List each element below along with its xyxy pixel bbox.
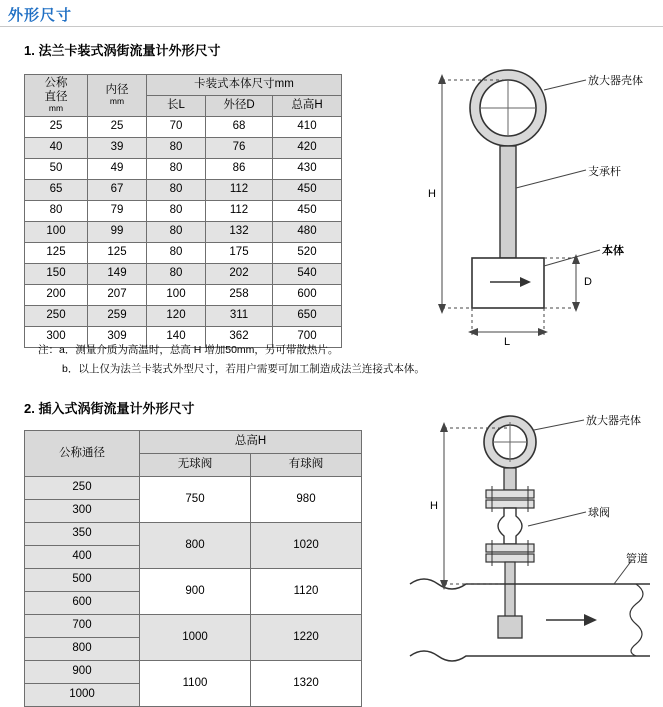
cell-nominal-diameter: 25 — [25, 117, 88, 138]
title-divider — [0, 26, 663, 27]
header-total-height-h: 总高H — [273, 96, 342, 117]
table-row — [25, 222, 342, 243]
cell-length: 80 — [147, 138, 206, 159]
cell-nominal-bore: 1000 — [25, 684, 140, 707]
cell-length: 80 — [147, 264, 206, 285]
label-ball-valve: 球阀 — [588, 507, 610, 519]
insertion-meter-diagram — [400, 408, 663, 678]
cell-inner-diameter: 67 — [88, 180, 147, 201]
cell-outer-diameter: 112 — [206, 180, 273, 201]
table-row — [25, 306, 342, 327]
cell-length: 70 — [147, 117, 206, 138]
insertion-dimensions-table — [24, 430, 362, 707]
cell-outer-diameter: 362 — [206, 327, 273, 348]
cell-nominal-bore: 700 — [25, 615, 140, 638]
header-total-height-group: 总高H — [140, 431, 362, 454]
cell-nominal-bore: 350 — [25, 523, 140, 546]
cell-outer-diameter: 258 — [206, 285, 273, 306]
cell-length: 80 — [147, 159, 206, 180]
cell-total-height: 480 — [273, 222, 342, 243]
cell-total-height: 450 — [273, 180, 342, 201]
cell-height-no-valve: 1100 — [140, 661, 251, 707]
section-1-number: 1. — [24, 43, 35, 58]
table-row — [25, 201, 342, 222]
page-title: 外形尺寸 — [8, 7, 73, 24]
section-2-title: 插入式涡街流量计外形尺寸 — [38, 401, 195, 416]
cell-nominal-bore: 800 — [25, 638, 140, 661]
table-row — [25, 569, 362, 592]
cell-nominal-diameter: 150 — [25, 264, 88, 285]
cell-outer-diameter: 76 — [206, 138, 273, 159]
cell-outer-diameter: 202 — [206, 264, 273, 285]
label-dim-h: H — [428, 188, 436, 200]
header-nominal-bore: 公称通径 — [25, 431, 140, 477]
cell-inner-diameter: 49 — [88, 159, 147, 180]
header-outer-diameter-d: 外径D — [206, 96, 273, 117]
table-header-row — [25, 431, 362, 454]
cell-height-with-valve: 980 — [251, 477, 362, 523]
label-dim-l: L — [504, 336, 511, 348]
cell-inner-diameter: 99 — [88, 222, 147, 243]
table-row — [25, 159, 342, 180]
cell-inner-diameter: 149 — [88, 264, 147, 285]
table-row — [25, 117, 342, 138]
cell-height-with-valve: 1320 — [251, 661, 362, 707]
cell-total-height: 450 — [273, 201, 342, 222]
table-row — [25, 243, 342, 264]
header-nominal-diameter: 公称 直径 mm — [25, 75, 88, 117]
cell-height-no-valve: 750 — [140, 477, 251, 523]
cell-total-height: 540 — [273, 264, 342, 285]
cell-outer-diameter: 132 — [206, 222, 273, 243]
cell-nominal-diameter: 40 — [25, 138, 88, 159]
section-2-number: 2. — [24, 401, 35, 416]
cell-nominal-diameter: 100 — [25, 222, 88, 243]
header-length-l: 长L — [147, 96, 206, 117]
cell-length: 100 — [147, 285, 206, 306]
cell-nominal-diameter: 65 — [25, 180, 88, 201]
table-row — [25, 285, 342, 306]
cell-height-no-valve: 800 — [140, 523, 251, 569]
header-body-dimensions-group: 卡装式本体尺寸mm — [147, 75, 342, 96]
table-row — [25, 138, 342, 159]
label-body: 本体 — [602, 245, 624, 257]
cell-nominal-bore: 600 — [25, 592, 140, 615]
table-row — [25, 477, 362, 500]
cell-outer-diameter: 68 — [206, 117, 273, 138]
label-amplifier-housing: 放大器壳体 — [586, 415, 641, 427]
label-support-rod: 支承杆 — [588, 166, 621, 178]
cell-outer-diameter: 86 — [206, 159, 273, 180]
cell-height-no-valve: 900 — [140, 569, 251, 615]
cell-length: 120 — [147, 306, 206, 327]
cell-nominal-diameter: 200 — [25, 285, 88, 306]
section-1-title: 法兰卡装式涡街流量计外形尺寸 — [38, 43, 221, 58]
table-row — [25, 615, 362, 638]
table-row — [25, 180, 342, 201]
header-inner-diameter: 内径 mm — [88, 75, 147, 117]
table-row — [25, 264, 342, 285]
note-b: b．以上仅为法兰卡装式外型尺寸，若用户需要可加工制造成法兰连接式本体。 — [62, 363, 425, 375]
cell-length: 80 — [147, 180, 206, 201]
label-dim-h: H — [430, 500, 438, 512]
cell-height-with-valve: 1020 — [251, 523, 362, 569]
cell-inner-diameter: 25 — [88, 117, 147, 138]
cell-inner-diameter: 125 — [88, 243, 147, 264]
cell-inner-diameter: 309 — [88, 327, 147, 348]
cell-total-height: 410 — [273, 117, 342, 138]
cell-nominal-bore: 400 — [25, 546, 140, 569]
label-pipe: 管道 — [626, 553, 648, 565]
cell-inner-diameter: 79 — [88, 201, 147, 222]
cell-nominal-diameter: 300 — [25, 327, 88, 348]
cell-outer-diameter: 175 — [206, 243, 273, 264]
label-dim-d: D — [584, 276, 592, 288]
cell-nominal-diameter: 125 — [25, 243, 88, 264]
cell-total-height: 520 — [273, 243, 342, 264]
cell-nominal-diameter: 250 — [25, 306, 88, 327]
cell-total-height: 650 — [273, 306, 342, 327]
cell-height-no-valve: 1000 — [140, 615, 251, 661]
flange-meter-svg — [400, 60, 663, 380]
cell-height-with-valve: 1120 — [251, 569, 362, 615]
table-row — [25, 661, 362, 684]
cell-inner-diameter: 207 — [88, 285, 147, 306]
label-amplifier-housing: 放大器壳体 — [588, 75, 643, 87]
header-with-ball-valve: 有球阀 — [251, 454, 362, 477]
cell-inner-diameter: 259 — [88, 306, 147, 327]
cell-nominal-bore: 500 — [25, 569, 140, 592]
cell-inner-diameter: 39 — [88, 138, 147, 159]
cell-length: 80 — [147, 243, 206, 264]
cell-total-height: 430 — [273, 159, 342, 180]
table-row — [25, 523, 362, 546]
cell-length: 80 — [147, 222, 206, 243]
section-1-heading — [24, 40, 220, 59]
cell-total-height: 600 — [273, 285, 342, 306]
cell-nominal-diameter: 50 — [25, 159, 88, 180]
cell-length: 140 — [147, 327, 206, 348]
cell-nominal-diameter: 80 — [25, 201, 88, 222]
cell-outer-diameter: 112 — [206, 201, 273, 222]
cell-total-height: 700 — [273, 327, 342, 348]
table-header-row — [25, 75, 342, 96]
insertion-meter-svg — [400, 408, 663, 678]
header-no-ball-valve: 无球阀 — [140, 454, 251, 477]
note-a: 注：a．测量介质为高温时，总高 H 增加50mm，另可带散热片。 — [38, 344, 339, 356]
cell-total-height: 420 — [273, 138, 342, 159]
cell-length: 80 — [147, 201, 206, 222]
cell-nominal-bore: 300 — [25, 500, 140, 523]
cell-nominal-bore: 900 — [25, 661, 140, 684]
flange-meter-diagram — [400, 60, 663, 380]
flange-dimensions-table — [24, 74, 342, 348]
cell-nominal-bore: 250 — [25, 477, 140, 500]
cell-height-with-valve: 1220 — [251, 615, 362, 661]
section-2-heading — [24, 398, 194, 417]
cell-outer-diameter: 311 — [206, 306, 273, 327]
